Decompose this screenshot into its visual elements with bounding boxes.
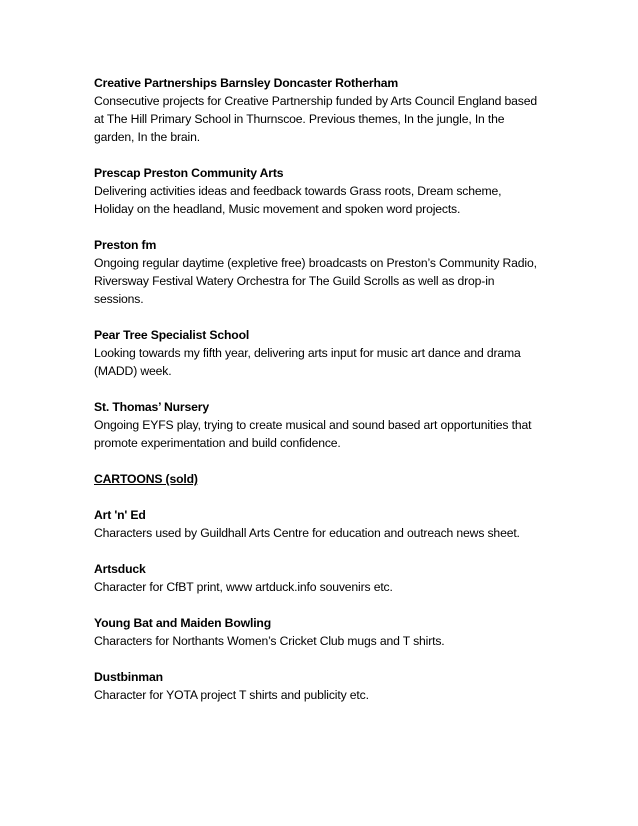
section-heading-cartoons: CARTOONS (sold) [94,472,198,486]
document-page [94,74,544,722]
entry-st-thomas [94,398,544,452]
entry-title: Art 'n' Ed [94,508,146,522]
entry-description: Delivering activities ideas and feedback towards Grass roots, Dream scheme, Holiday on the headland, Music movement and spoken word projects. [94,184,502,216]
entry-preston-fm [94,236,544,308]
entry-description: Looking towards my fifth year, delivering arts input for music art dance and drama (MADD) week. [94,346,521,378]
entry-title: St. Thomas’ Nursery [94,400,210,414]
entry-title: Dustbinman [94,670,163,684]
entry-title: Prescap Preston Community Arts [94,166,284,180]
entry-description: Ongoing regular daytime (expletive free) broadcasts on Preston’s Community Radio, Riversway Festival Watery Orchestra for The Guild Scrolls as well as drop-in sessions. [94,256,537,306]
entry-art-n-ed [94,506,544,542]
entry-artsduck [94,560,544,596]
entry-title: Preston fm [94,238,157,252]
entry-description: Characters used by Guildhall Arts Centre for education and outreach news sheet. [94,526,520,540]
entry-description: Ongoing EYFS play, trying to create musical and sound based art opportunities that promote experimentation and build confidence. [94,418,532,450]
entry-description: Consecutive projects for Creative Partnership funded by Arts Council England based at The Hill Primary School in Thurnscoe. Previous themes, In the jungle, In the garden, In the brain. [94,94,537,144]
entry-pear-tree [94,326,544,380]
entry-young-bat [94,614,544,650]
entry-prescap [94,164,544,218]
entry-creative-partnerships [94,74,544,146]
entry-description: Characters for Northants Women’s Cricket Club mugs and T shirts. [94,634,445,648]
entry-description: Character for CfBT print, www artduck.info souvenirs etc. [94,580,393,594]
entry-description: Character for YOTA project T shirts and publicity etc. [94,688,369,702]
entry-title: Young Bat and Maiden Bowling [94,616,272,630]
entry-title: Creative Partnerships Barnsley Doncaster Rotherham [94,76,399,90]
entry-title: Artsduck [94,562,146,576]
entry-title: Pear Tree Specialist School [94,328,250,342]
entry-dustbinman [94,668,544,704]
